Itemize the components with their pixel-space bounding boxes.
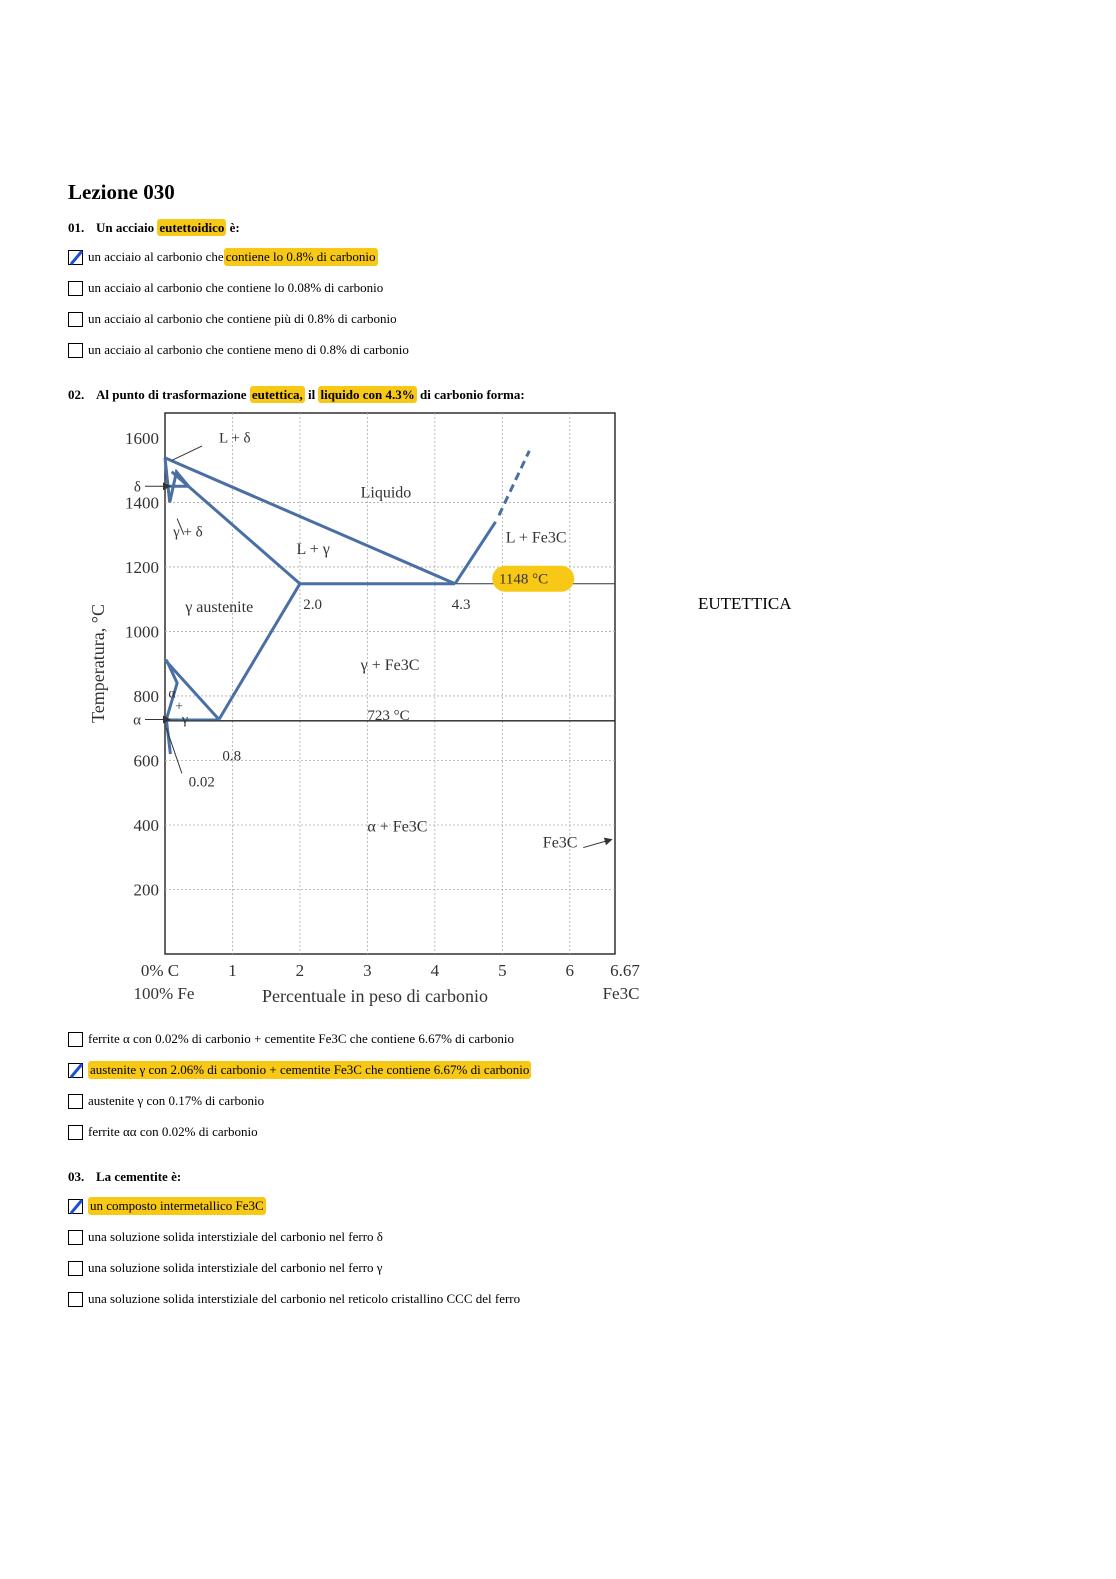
answer-option[interactable] — [68, 1091, 264, 1111]
phase-label: Fe3C — [542, 834, 578, 852]
phase-label: γ + Fe3C — [360, 657, 420, 675]
x-tick-label: 4 — [430, 961, 440, 980]
y-tick-label: 200 — [133, 880, 159, 900]
option-text: un acciaio al carbonio che contiene meno di 0.8% di carbonio — [88, 342, 409, 357]
point-label: 2.0 — [303, 596, 323, 613]
y-axis-label: Temperatura, °C — [88, 604, 108, 723]
dashed-liquidus-extension — [499, 451, 529, 516]
question-3 — [68, 1169, 181, 1185]
checkbox[interactable] — [68, 1292, 83, 1307]
phase-label: γ austenite — [185, 599, 254, 617]
checkbox-checked[interactable] — [68, 1063, 83, 1078]
alpha-gamma-label: α — [168, 686, 176, 702]
iron-carbon-phase-diagram — [84, 404, 644, 1014]
option-text: una soluzione solida interstiziale del carbonio nel reticolo cristallino CCC del ferro — [88, 1291, 521, 1306]
answer-option[interactable] — [68, 309, 397, 329]
question-text: Al punto di trasformazione — [96, 387, 250, 402]
option-text: austenite γ con 2.06% di carbonio + cementite Fe3C che contiene 6.67% di carbonio — [90, 1062, 530, 1077]
question-2 — [68, 387, 525, 403]
option-text: ferrite α con 0.02% di carbonio + cementite Fe3C che contiene 6.67% di carbonio — [88, 1031, 515, 1046]
question-text: La cementite è: — [96, 1169, 182, 1184]
checkbox[interactable] — [68, 281, 83, 296]
x-tick-sublabel-right: Fe3C — [602, 984, 640, 1003]
checkbox[interactable] — [68, 1230, 83, 1245]
question-text: di carbonio forma: — [416, 387, 525, 402]
y-tick-label: 1200 — [125, 557, 159, 577]
point-label: 0.02 — [188, 774, 215, 791]
leader-line — [172, 446, 202, 461]
y-tick-label: 800 — [133, 686, 159, 706]
x-tick-label: 2 — [295, 961, 305, 980]
answer-option[interactable] — [68, 1289, 520, 1309]
option-text: una soluzione solida interstiziale del carbonio nel ferro γ — [88, 1260, 383, 1275]
question-text: è: — [226, 220, 240, 235]
answer-option[interactable] — [68, 1122, 258, 1142]
phase-label: L + δ — [218, 430, 251, 447]
phase-label: γ + δ — [173, 524, 203, 541]
answer-option[interactable] — [68, 1029, 514, 1049]
option-text: ferrite αα con 0.02% di carbonio — [88, 1124, 258, 1139]
fe3c-arrow — [583, 839, 611, 847]
question-text: il — [304, 387, 319, 402]
phase-boundary-1 — [455, 522, 495, 584]
x-tick-label: 5 — [498, 961, 507, 980]
question-number: 01. — [68, 220, 85, 235]
checkbox[interactable] — [68, 312, 83, 327]
chart-labels — [88, 429, 640, 1006]
question-text: eutettoidico — [159, 220, 225, 235]
x-axis-label: Percentuale in peso di carbonio — [262, 986, 488, 1006]
option-text: austenite γ con 0.17% di carbonio — [88, 1093, 265, 1108]
answer-option[interactable] — [68, 247, 378, 267]
phase-label: α + Fe3C — [367, 818, 428, 836]
alpha-arrow-label: α — [133, 712, 141, 729]
option-text: un composto intermetallico Fe3C — [90, 1198, 264, 1213]
answer-option[interactable] — [68, 1258, 383, 1278]
answer-option[interactable] — [68, 1060, 531, 1080]
phase-label: 1148 °C — [498, 571, 549, 588]
option-text: un acciaio al carbonio che contiene lo 0.08% di carbonio — [88, 280, 384, 295]
question-text: Un acciaio — [96, 220, 158, 235]
question-number: 03. — [68, 1169, 85, 1184]
option-text: una soluzione solida interstiziale del carbonio nel ferro δ — [88, 1229, 383, 1244]
y-tick-label: 600 — [133, 751, 159, 771]
phase-boundary-0 — [165, 458, 455, 584]
checkbox-checked[interactable] — [68, 1199, 83, 1214]
y-tick-label: 1000 — [125, 622, 159, 642]
option-text: contiene lo 0.8% di carbonio — [225, 249, 376, 264]
point-label: 0.8 — [222, 748, 242, 765]
checkbox[interactable] — [68, 1032, 83, 1047]
question-1 — [68, 220, 240, 236]
phase-label: 723 °C — [367, 708, 410, 725]
option-text: un acciaio al carbonio che — [88, 249, 224, 264]
checkbox[interactable] — [68, 343, 83, 358]
option-text: un acciaio al carbonio che contiene più di 0.8% di carbonio — [88, 311, 397, 326]
checkbox[interactable] — [68, 1125, 83, 1140]
x-tick-label: 6.67 — [610, 961, 640, 980]
x-tick-sublabel-left: 100% Fe — [133, 984, 195, 1003]
question-text: liquido con 4.3% — [320, 387, 415, 402]
phase-label: L + γ — [296, 541, 330, 559]
y-tick-label: 1400 — [125, 493, 159, 513]
y-tick-label: 400 — [133, 815, 159, 835]
checkbox[interactable] — [68, 1094, 83, 1109]
checkbox[interactable] — [68, 1261, 83, 1276]
x-tick-label: 1 — [228, 961, 237, 980]
x-tick-label: 0% C — [140, 961, 180, 980]
alpha-gamma-label: γ — [181, 712, 189, 728]
question-text: eutettica, — [251, 387, 303, 402]
answer-option[interactable] — [68, 278, 383, 298]
x-tick-label: 6 — [565, 961, 575, 980]
question-number: 02. — [68, 387, 85, 402]
side-note: EUTETTICA — [698, 594, 792, 613]
answer-option[interactable] — [68, 1227, 383, 1247]
answer-option[interactable] — [68, 340, 409, 360]
lesson-title: Lezione 030 — [68, 180, 175, 204]
checkbox-checked[interactable] — [68, 250, 83, 265]
x-tick-label: 3 — [363, 961, 372, 980]
alpha-gamma-label: + — [175, 699, 184, 715]
delta-arrow-label: δ — [133, 479, 141, 496]
answer-option[interactable] — [68, 1196, 266, 1216]
y-tick-label: 1600 — [125, 428, 159, 448]
phase-label: L + Fe3C — [505, 529, 567, 547]
phase-label: Liquido — [360, 484, 412, 502]
point-label: 4.3 — [451, 596, 471, 613]
